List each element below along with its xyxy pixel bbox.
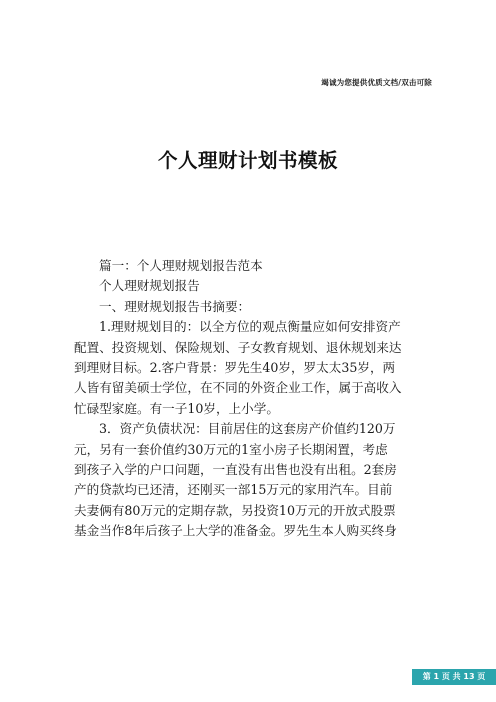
report-subtitle: 个人理财规划报告 [99,278,200,294]
summary-heading: 一、理财规划报告书摘要： [99,298,251,314]
paragraph-line: 产的贷款均已还清，还刚买一部15万元的家用汽车。目前 [74,482,393,498]
header-note: 竭诚为您提供优质文档/双击可除 [321,78,432,87]
paragraph-line: 元，另有一套价值约30万元的1室小房子长期闲置，考虑 [74,441,388,457]
paragraph-line: 夫妻俩有80万元的定期存款，另投资10万元的开放式股票 [74,502,396,518]
paragraph-line: 到理财目标。2.客户背景：罗先生40岁，罗太太35岁，两 [74,359,396,375]
paragraph-line: 配置、投资规划、保险规划、子女教育规划、退休规划来达 [74,339,402,355]
paragraph-line: 基金当作8年后孩子上大学的准备金。罗先生本人购买终身 [74,523,397,539]
paragraph-line: 人皆有留美硕士学位，在不同的外资企业工作，属于高收入 [74,380,402,396]
paragraph-line: 3．资产负债状况：目前居住的这套房产价值约120万 [99,421,396,437]
paragraph-line: 1.理财规划目的：以全方位的观点衡量应如何安排资产 [99,319,401,335]
paragraph-line: 忙碌型家庭。有一子10岁，上小学。 [74,400,279,416]
page-number-badge: 第 1 页 共 13 页 [412,669,496,685]
document-title: 个人理财计划书模板 [157,149,338,172]
section-heading: 篇一：个人理财规划报告范本 [99,258,263,273]
document-body [74,256,436,541]
paragraph-line: 到孩子入学的户口问题，一直没有出售也没有出租。2套房 [74,461,397,477]
